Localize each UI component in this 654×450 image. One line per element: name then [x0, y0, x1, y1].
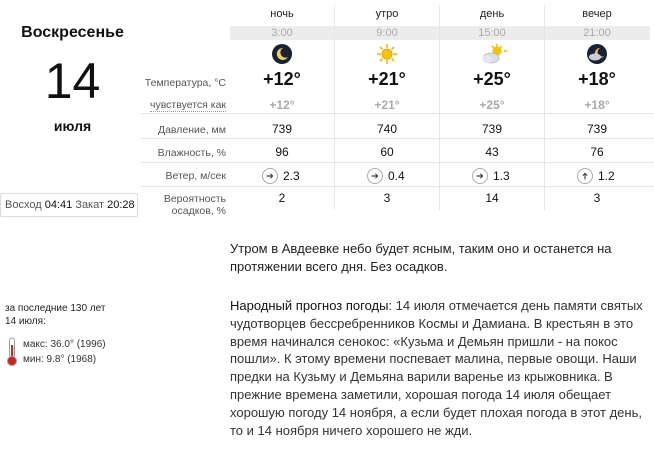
- row-label-precip: [140, 193, 226, 217]
- row-label-humidity: Влажность, %: [157, 147, 226, 159]
- folk-forecast-lead: Народный прогноз погоды: [230, 298, 389, 313]
- history-min: [23, 352, 106, 367]
- thermometer-icon: [5, 337, 19, 367]
- temperature-value: +21°: [368, 69, 406, 89]
- row-divider: [140, 113, 654, 114]
- humidity-value: 76: [590, 145, 604, 159]
- wind-value: 0.4: [388, 169, 405, 183]
- wind-cell: [546, 168, 648, 184]
- feels-like-value: +25°: [479, 98, 505, 112]
- row-divider: [140, 138, 654, 139]
- column-divider: [544, 5, 545, 210]
- sunrise-time: 04:41: [44, 199, 73, 211]
- period-name: вечер: [582, 8, 612, 20]
- sunrise-label: Восход: [5, 199, 42, 211]
- row-label-temperature: Температура, °C: [144, 77, 226, 89]
- wind-value: 2.3: [283, 169, 300, 183]
- pressure-value: 739: [481, 122, 503, 136]
- history-heading-line2: 14 июля:: [5, 316, 46, 327]
- precip-value: 3: [593, 191, 601, 205]
- column-divider: [439, 5, 440, 210]
- moon-cloud-icon: [546, 43, 648, 65]
- forecast-description: Утром в Авдеевке небо будет ясным, таким оно и останется на протяжении всего дня. Без осадков.: [230, 241, 612, 274]
- precip-value: 14: [485, 191, 499, 205]
- history-extremes: [23, 337, 106, 367]
- row-label-precip-line2: осадков, %: [171, 205, 226, 217]
- folk-forecast-text: : 14 июля отмечается день памяти святых чудотворцев бессребренников Космы и Дамиана. В крестьян в это время начинался сенокос: «Кузьма и Демьян пришли - на покос пошли». К этому времени поспевает малина, первые овощи. Наши предки на Кузьму и Демьяна варили варенье из крыжовника. В прежние времена заметили, хорошая погода 14 июля обещает хорошую погоду 14 ноября, а если будет плохая погода в этот день, то и 14 ноября ничего хорошего не жди.: [230, 298, 643, 438]
- sunrise-sunset-box: [0, 193, 138, 217]
- arrow-right-icon: [262, 168, 278, 184]
- pressure-value: 739: [586, 122, 608, 136]
- period-time: 21:00: [583, 27, 611, 39]
- feels-like-value: +18°: [584, 98, 610, 112]
- humidity-value: 96: [275, 145, 289, 159]
- wind-value: 1.3: [493, 169, 510, 183]
- precip-value: 2: [278, 191, 286, 205]
- row-divider: [140, 186, 654, 187]
- weekday: Воскресенье: [21, 24, 124, 41]
- history-heading-line1: за последние 130 лет: [5, 303, 106, 314]
- pressure-value: 739: [271, 122, 293, 136]
- temperature-value: +25°: [473, 69, 511, 89]
- arrow-up-icon: [577, 168, 593, 184]
- row-label-wind: Ветер, м/сек: [165, 170, 226, 182]
- history-min-value: 9.8° (1968): [46, 354, 97, 365]
- sun-cloud-icon: [441, 43, 543, 65]
- day-number: 14: [44, 53, 101, 109]
- wind-cell: [231, 168, 333, 184]
- feels-like-value: +12°: [269, 98, 295, 112]
- moon-icon: [231, 43, 333, 65]
- row-divider: [140, 162, 654, 163]
- sunset-time: 20:28: [107, 199, 135, 211]
- history-max-label: макс:: [23, 339, 48, 350]
- history-min-label: мин:: [23, 354, 44, 365]
- period-time: 3:00: [271, 27, 293, 39]
- history-heading: [5, 302, 105, 328]
- humidity-value: 43: [485, 145, 499, 159]
- wind-value: 1.2: [598, 169, 615, 183]
- arrow-right-icon: [367, 168, 383, 184]
- arrow-right-icon: [472, 168, 488, 184]
- temperature-value: +18°: [578, 69, 616, 89]
- precip-value: 3: [383, 191, 391, 205]
- history-max: [23, 337, 106, 352]
- wind-cell: [441, 168, 543, 184]
- pressure-value: 740: [376, 122, 398, 136]
- sun-icon: [336, 43, 438, 65]
- period-name: утро: [375, 8, 399, 20]
- period-time: 9:00: [376, 27, 398, 39]
- wind-cell: [336, 168, 438, 184]
- row-label-feels-text: чувствуется как: [149, 99, 226, 111]
- sunset-label: Закат: [75, 199, 105, 211]
- row-label-precip-line1: Вероятность: [163, 193, 226, 205]
- month-name: июля: [53, 118, 92, 134]
- row-label-pressure: Давление, мм: [157, 124, 226, 136]
- row-label-feels: [140, 99, 226, 111]
- temperature-value: +12°: [263, 69, 301, 89]
- period-time: 15:00: [478, 27, 506, 39]
- history-max-value: 36.0° (1996): [50, 339, 106, 350]
- period-name: день: [479, 8, 505, 20]
- period-name: ночь: [270, 8, 294, 20]
- feels-like-value: +21°: [374, 98, 400, 112]
- folk-forecast: [230, 297, 648, 439]
- humidity-value: 60: [380, 145, 394, 159]
- column-divider: [334, 5, 335, 210]
